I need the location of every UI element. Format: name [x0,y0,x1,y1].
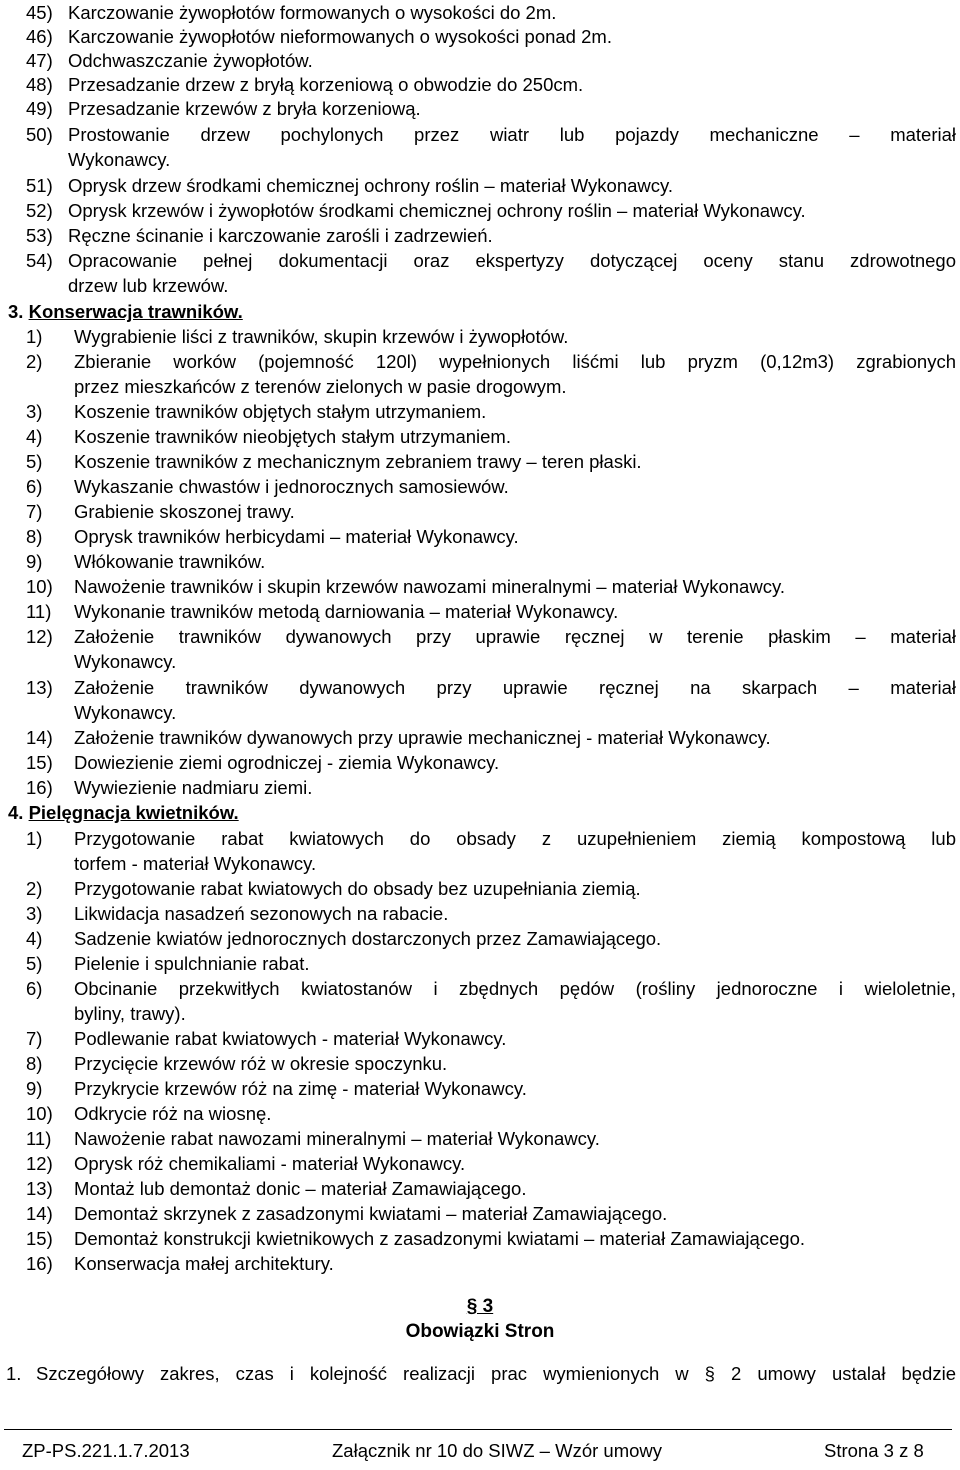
item-number: 7) [26,1028,43,1049]
item-number: 54) [26,250,53,271]
section-title: Pielęgnacja kwietników. [28,802,239,823]
section-heading [8,299,243,324]
item-text: Karczowanie żywopłotów formowanych o wysokości do 2m. [68,2,557,23]
item-number: 6) [26,476,43,497]
item-number: 12) [26,1153,53,1174]
item-text-cont: przez mieszkańców z terenów zielonych w pasie drogowym. [74,376,567,397]
item-number: 15) [26,1228,53,1249]
paragraph-title: Obowiązki Stron [405,1321,555,1342]
item-number: 1) [26,326,43,347]
item-number: 51) [26,175,53,196]
footer-page-number: Strona 3 z 8 [824,1440,924,1461]
item-text: Założenie trawników dywanowych przy uprawie mechanicznej - materiał Wykonawcy. [74,727,771,748]
item-text-cont: byliny, trawy). [74,1003,186,1024]
item-number: 15) [26,752,53,773]
item-text: Przycięcie krzewów róż w okresie spoczynku. [74,1053,448,1074]
item-text: Przygotowanie rabat kwiatowych do obsady bez uzupełniania ziemią. [74,878,641,899]
item-number: 14) [26,1203,53,1224]
section-heading [8,800,239,825]
item-text: Prostowanie drzew pochylonych przez wiatr lub pojazdy mechaniczne – materiał [68,124,956,145]
item-number: 5) [26,451,43,472]
item-text-cont: Wykonawcy. [68,149,171,170]
item-text: Przesadzanie drzew z bryłą korzeniową o obwodzie do 250cm. [68,74,584,95]
item-number: 13) [26,1178,53,1199]
section-number: 4. [8,802,24,823]
item-text: Karczowanie żywopłotów nieformowanych o wysokości ponad 2m. [68,26,612,47]
item-number: 5) [26,953,43,974]
item-number: 8) [26,526,43,547]
paragraph-item-text: Szczegółowy zakres, czas i kolejność realizacji prac wymienionych w § 2 umowy ustalał będzie [36,1363,956,1384]
item-text: Założenie trawników dywanowych przy uprawie ręcznej w terenie płaskim – materiał [74,626,956,647]
item-number: 49) [26,98,53,119]
item-number: 9) [26,1078,43,1099]
paragraph-number: § 3 [466,1296,494,1317]
item-number: 11) [26,1128,52,1149]
item-number: 13) [26,677,53,698]
item-text: Ręczne ścinanie i karczowanie zarośli i zadrzewień. [68,225,493,246]
item-text: Demontaż skrzynek z zasadzonymi kwiatami – materiał Zamawiającego. [74,1203,668,1224]
item-number: 2) [26,351,43,372]
section-title: Konserwacja trawników. [28,301,243,322]
item-number: 48) [26,74,53,95]
item-text: Wywiezienie nadmiaru ziemi. [74,777,313,798]
item-text: Dowiezienie ziemi ogrodniczej - ziemia Wykonawcy. [74,752,500,773]
item-number: 47) [26,50,53,71]
item-text: Oprysk róż chemikaliami - materiał Wykonawcy. [74,1153,466,1174]
item-text: Oprysk trawników herbicydami – materiał Wykonawcy. [74,526,519,547]
item-number: 2) [26,878,43,899]
item-number: 10) [26,576,53,597]
item-text: Konserwacja małej architektury. [74,1253,334,1274]
item-text-cont: Wykonawcy. [74,702,177,723]
footer-attachment: Załącznik nr 10 do SIWZ – Wzór umowy [332,1440,663,1461]
page-footer [4,1429,952,1470]
item-number: 9) [26,551,43,572]
item-number: 12) [26,626,53,647]
item-text: Nawożenie trawników i skupin krzewów nawozami mineralnymi – materiał Wykonawcy. [74,576,785,597]
item-text: Włókowanie trawników. [74,551,266,572]
item-text: Koszenie trawników objętych stałym utrzymaniem. [74,401,487,422]
item-number: 52) [26,200,53,221]
item-number: 6) [26,978,43,999]
item-number: 14) [26,727,53,748]
item-text: Przykrycie krzewów róż na zimę - materiał Wykonawcy. [74,1078,527,1099]
item-text: Sadzenie kwiatów jednorocznych dostarczonych przez Zamawiającego. [74,928,662,949]
item-number: 4) [26,928,43,949]
item-text: Wygrabienie liści z trawników, skupin krzewów i żywopłotów. [74,326,569,347]
item-text-cont: drzew lub krzewów. [68,275,229,296]
paragraph-symbol [0,1294,960,1319]
footer-reference: ZP-PS.221.1.7.2013 [22,1440,190,1461]
item-text: Obcinanie przekwitłych kwiatostanów i zbędnych pędów (rośliny jednoroczne i wieloletnie, [74,978,956,999]
item-number: 16) [26,777,53,798]
section-number: 3. [8,301,24,322]
item-text: Podlewanie rabat kwiatowych - materiał Wykonawcy. [74,1028,507,1049]
item-text: Nawożenie rabat nawozami mineralnymi – materiał Wykonawcy. [74,1128,600,1149]
item-text: Odchwaszczanie żywopłotów. [68,50,313,71]
item-text: Założenie trawników dywanowych przy uprawie ręcznej na skarpach – materiał [74,677,956,698]
item-number: 8) [26,1053,43,1074]
item-text: Przygotowanie rabat kwiatowych do obsady z uzupełnieniem ziemią kompostową lub [74,828,956,849]
item-text: Wykonanie trawników metodą darniowania – materiał Wykonawcy. [74,601,619,622]
item-number: 4) [26,426,43,447]
item-number: 3) [26,401,43,422]
paragraph-item-number: 1. [6,1363,22,1384]
item-number: 3) [26,903,43,924]
item-text: Opracowanie pełnej dokumentacji oraz ekspertyzy dotyczącej oceny stanu zdrowotnego [68,250,956,271]
item-text: Oprysk krzewów i żywopłotów środkami chemicznej ochrony roślin – materiał Wykonawcy. [68,200,806,221]
item-number: 1) [26,828,43,849]
item-text-cont: torfem - materiał Wykonawcy. [74,853,317,874]
item-number: 46) [26,26,53,47]
item-text-cont: Wykonawcy. [74,651,177,672]
item-number: 16) [26,1253,53,1274]
item-text: Demontaż konstrukcji kwietnikowych z zasadzonymi kwiatami – materiał Zamawiającego. [74,1228,806,1249]
item-text: Oprysk drzew środkami chemicznej ochrony roślin – materiał Wykonawcy. [68,175,674,196]
item-number: 11) [26,601,52,622]
item-text: Zbieranie worków (pojemność 120l) wypełnionych liśćmi lub pryzm (0,12m3) zgrabionych [74,351,956,372]
item-text: Koszenie trawników z mechanicznym zebraniem trawy – teren płaski. [74,451,642,472]
item-text: Pielenie i spulchnianie rabat. [74,953,310,974]
item-text: Odkrycie róż na wiosnę. [74,1103,272,1124]
item-text: Przesadzanie krzewów z bryła korzeniową. [68,98,421,119]
item-number: 10) [26,1103,53,1124]
item-text: Koszenie trawników nieobjętych stałym utrzymaniem. [74,426,511,447]
item-number: 53) [26,225,53,246]
item-text: Wykaszanie chwastów i jednorocznych samosiewów. [74,476,509,497]
item-text: Grabienie skoszonej trawy. [74,501,295,522]
item-number: 50) [26,124,53,145]
item-text: Likwidacja nasadzeń sezonowych na rabacie. [74,903,449,924]
item-number: 45) [26,2,53,23]
item-number: 7) [26,501,43,522]
item-text: Montaż lub demontaż donic – materiał Zamawiającego. [74,1178,527,1199]
